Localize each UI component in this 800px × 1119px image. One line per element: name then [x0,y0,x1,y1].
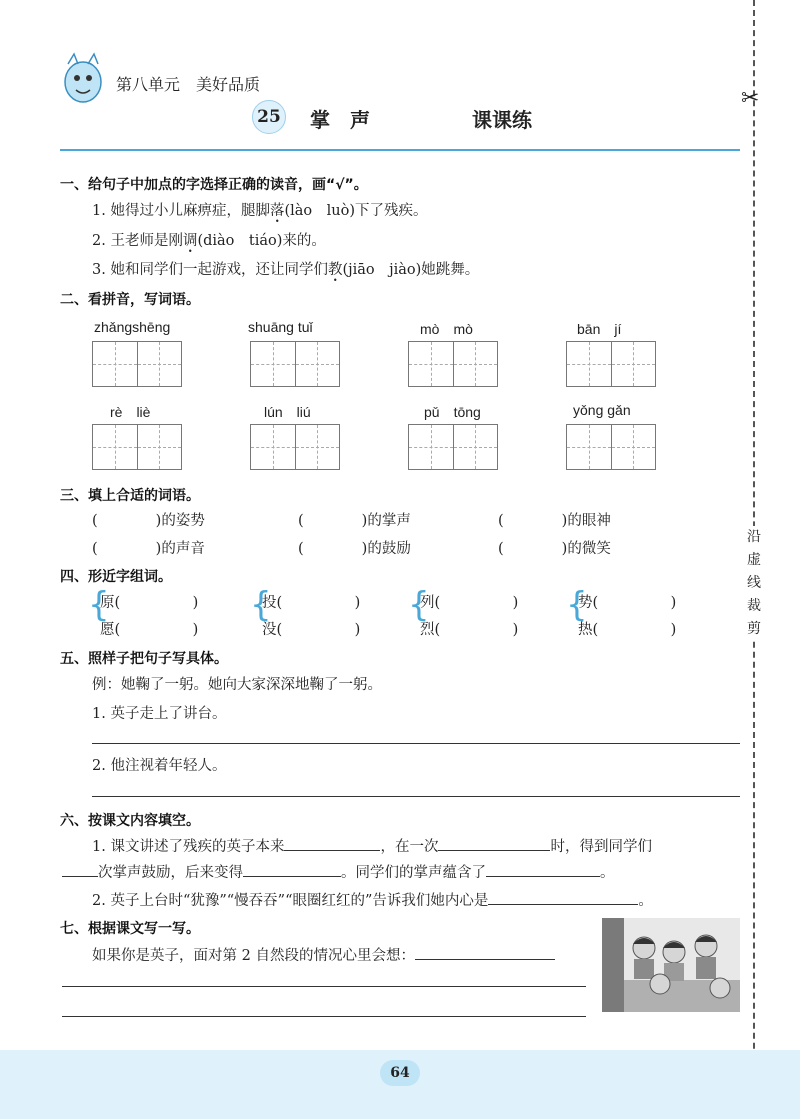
brace-icon: { [408,585,430,625]
section-5-title: 五、照样子把句子写具体。 [60,651,228,667]
blank[interactable] [415,946,555,960]
s4-word[interactable]: 投( ) [262,595,361,611]
pinyin-6: lún liú [264,404,311,420]
s6-line-1: 1. 课文讲述了残疾的英子本来 ，在一次 时，得到同学们 [92,839,652,855]
write-box[interactable] [250,341,340,387]
write-box[interactable] [92,341,182,387]
answer-line[interactable] [92,796,740,797]
s3-item[interactable]: ( )的眼神 [498,513,611,529]
write-box[interactable] [408,341,498,387]
unit-title: 第八单元 美好品质 [116,75,261,94]
s3-item[interactable]: ( )的微笑 [498,541,611,557]
s3-item[interactable]: ( )的声音 [92,541,205,557]
scissors-icon: ✂ [741,86,760,111]
practice-label: 课课练 [472,108,532,132]
s7-prompt: 如果你是英子，面对第 2 自然段的情况心里会想： [92,944,555,965]
section-7-title: 七、根据课文写一写。 [60,921,200,937]
write-box[interactable] [566,424,656,470]
s6-line-2: 次掌声鼓励，后来变得 。同学们的掌声蕴含了 。 [62,861,615,882]
answer-line[interactable] [62,1016,586,1017]
s4-word[interactable]: 烈( ) [420,622,519,638]
blank[interactable] [438,837,550,851]
pinyin-5: rè liè [110,404,151,420]
pinyin-7: pǔ tōng [424,404,481,420]
write-box[interactable] [250,424,340,470]
pinyin-3: mò mò [420,321,473,337]
s1-item-2: 2. 王老师是刚调(diào tiáo)来的。 [92,233,326,249]
s4-word[interactable]: 没( ) [262,622,361,638]
brace-icon: { [88,585,110,625]
s6-line-3: 2. 英子上台时“犹豫”“慢吞吞”“眼圈红红的”告诉我们她内心是 。 [92,893,653,909]
write-box[interactable] [566,341,656,387]
page-number: 64 [380,1060,420,1086]
pinyin-4: bān jí [577,321,622,337]
section-1-title: 一、给句子中加点的字选择正确的读音，画“√”。 [60,177,368,193]
write-box[interactable] [408,424,498,470]
brace-icon: { [250,585,272,625]
section-3-title: 三、填上合适的词语。 [60,488,200,504]
answer-line[interactable] [62,986,586,987]
s4-word[interactable]: 原( ) [100,595,199,611]
mascot-icon [58,50,108,108]
lesson-number: 25 [252,100,286,134]
brace-icon: { [566,585,588,625]
blank[interactable] [284,837,380,851]
header-divider [60,149,740,151]
section-6-title: 六、按课文内容填空。 [60,813,200,829]
blank[interactable] [486,863,600,877]
s5-question-1: 1. 英子走上了讲台。 [92,706,227,722]
section-4-title: 四、形近字组词。 [60,569,172,585]
blank[interactable] [488,891,638,905]
blank[interactable] [62,863,98,877]
pinyin-1: zhǎngshēng [94,319,171,335]
s5-example: 例：她鞠了一躬。她向大家深深地鞠了一躬。 [92,677,382,693]
pinyin-2: shuāng tuǐ [248,319,313,335]
write-box[interactable] [92,424,182,470]
s1-item-1: 1. 她得过小儿麻痹症，腿脚落(lào luò)下了残疾。 [92,203,428,219]
s4-word[interactable]: 愿( ) [100,622,199,638]
classroom-illustration [602,918,740,1012]
s4-word[interactable]: 列( ) [420,595,519,611]
s3-item[interactable]: ( )的掌声 [298,513,411,529]
s1-item-3: 3. 她和同学们一起游戏，还让同学们教(jiāo jiào)她跳舞。 [92,262,480,278]
lesson-title: 掌 声 [310,108,370,132]
answer-line[interactable] [92,743,740,744]
s4-word[interactable]: 热( ) [578,622,677,638]
pinyin-8: yǒng gǎn [573,402,631,418]
blank[interactable] [243,863,341,877]
side-note: 沿 虚 线 裁 剪 [744,526,764,641]
s5-question-2: 2. 他注视着年轻人。 [92,758,227,774]
section-2-title: 二、看拼音，写词语。 [60,292,200,308]
s3-item[interactable]: ( )的姿势 [92,513,205,529]
s3-item[interactable]: ( )的鼓励 [298,541,411,557]
s4-word[interactable]: 势( ) [578,595,677,611]
